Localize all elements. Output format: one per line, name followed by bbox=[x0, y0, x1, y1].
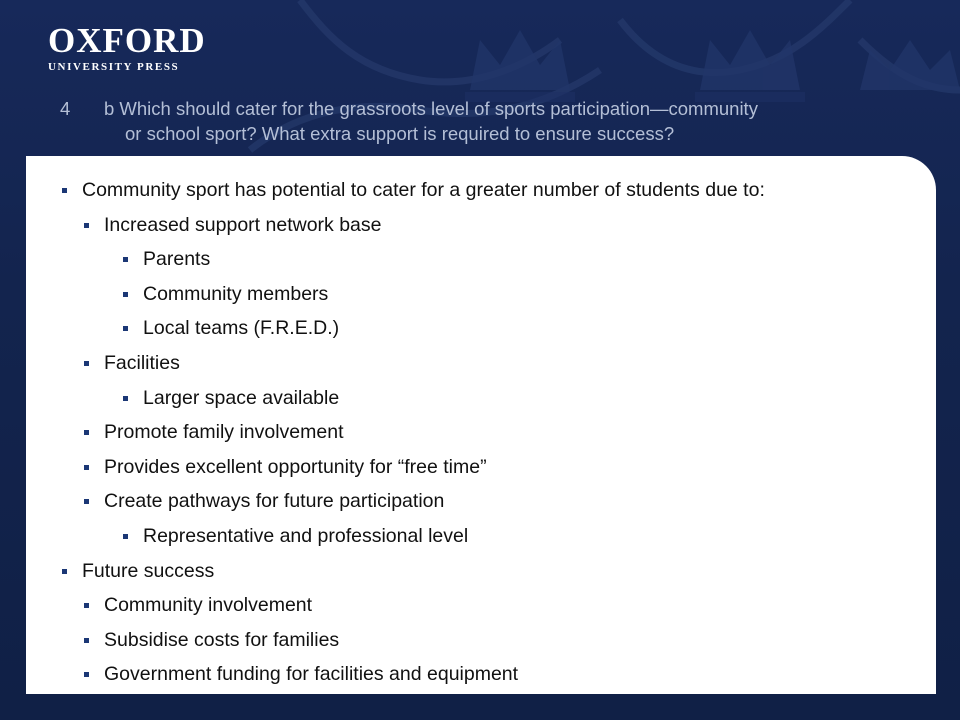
bullet-text: Subsidise costs for families bbox=[104, 628, 340, 651]
bullet-text: Local teams (F.R.E.D.) bbox=[143, 317, 340, 340]
square-bullet-icon bbox=[84, 361, 89, 366]
bullet-text: Community involvement bbox=[104, 594, 313, 617]
bullet-text: Community sport has potential to cater for a greater number of students due to: bbox=[82, 179, 765, 201]
bullet-text: Future success bbox=[82, 559, 215, 582]
question-number: 4 bbox=[60, 98, 71, 119]
question-text-line-2: or school sport? What extra support is required to ensure success? bbox=[125, 123, 675, 144]
crown-icon bbox=[700, 30, 800, 90]
oxford-logo bbox=[48, 21, 206, 74]
bullet-text: Representative and professional level bbox=[143, 525, 469, 547]
bullet-text: Facilities bbox=[104, 352, 180, 374]
bullet-text: Increased support network base bbox=[104, 213, 382, 236]
bullet-text: Provides excellent opportunity for “free time” bbox=[104, 455, 487, 478]
bullet-text: Community members bbox=[143, 282, 329, 305]
square-bullet-icon bbox=[84, 430, 89, 435]
crown-icon bbox=[470, 30, 570, 90]
logo-subtitle: UNIVERSITY PRESS bbox=[48, 61, 180, 73]
bullet-text: Promote family involvement bbox=[104, 421, 344, 444]
square-bullet-icon bbox=[84, 465, 89, 470]
square-bullet-icon bbox=[123, 326, 128, 331]
slide-title-line-1 bbox=[60, 96, 940, 121]
bullet-text: Larger space available bbox=[143, 386, 340, 409]
square-bullet-icon bbox=[123, 534, 128, 539]
square-bullet-icon bbox=[62, 188, 67, 193]
square-bullet-icon bbox=[123, 396, 128, 401]
content-panel bbox=[26, 156, 936, 694]
square-bullet-icon bbox=[123, 257, 128, 262]
square-bullet-icon bbox=[84, 499, 89, 504]
square-bullet-icon bbox=[123, 292, 128, 297]
square-bullet-icon bbox=[84, 672, 89, 677]
question-text-line-1: b Which should cater for the grassroots level of sports participation—community bbox=[104, 98, 758, 119]
bullet-text: Government funding for facilities and equipment bbox=[104, 663, 519, 686]
square-bullet-icon bbox=[62, 569, 67, 574]
bullet-text: Parents bbox=[143, 248, 211, 271]
slide-title bbox=[60, 96, 940, 146]
square-bullet-icon bbox=[84, 638, 89, 643]
square-bullet-icon bbox=[84, 603, 89, 608]
logo-wordmark: OXFORD bbox=[48, 21, 206, 60]
crown-icon bbox=[860, 40, 960, 90]
square-bullet-icon bbox=[84, 223, 89, 228]
bullet-text: Create pathways for future participation bbox=[104, 490, 445, 513]
